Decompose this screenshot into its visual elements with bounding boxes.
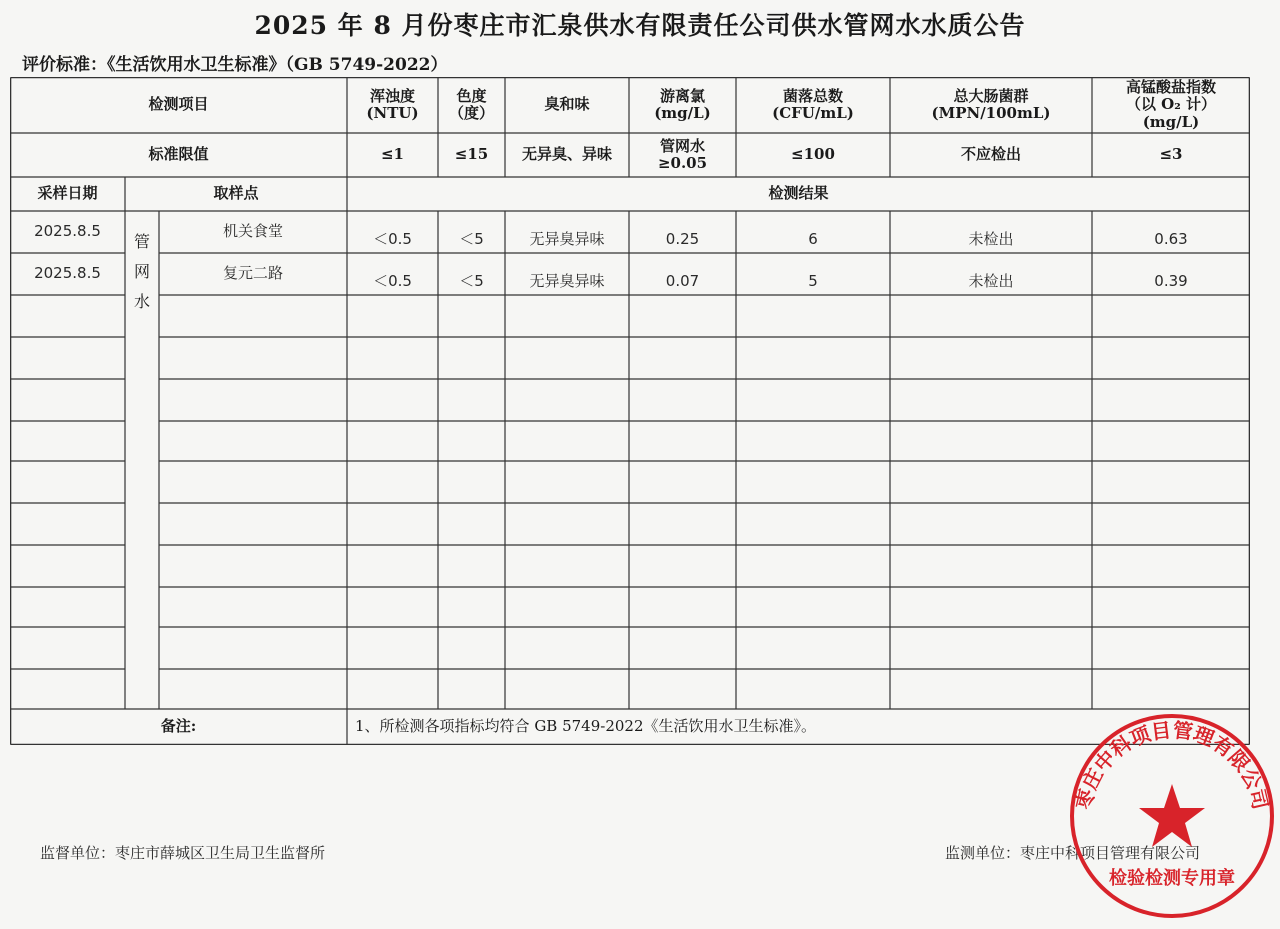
limit-odor: 无异臭、异味 [521,145,612,164]
result-odor: 无异臭异味 [529,272,605,291]
monitor-unit: 监测单位：枣庄中科项目管理有限公司 [945,844,1201,862]
header-free-chlorine [629,77,736,133]
header-turbidity-name: 浑浊度 [369,86,415,105]
result-permanganate: 0.39 [1154,272,1188,291]
header-permanganate [1092,77,1250,133]
row-date: 2025.8.5 [34,222,101,241]
header-color [438,77,505,133]
header-color-unit: （度） [448,104,494,122]
header-color-name: 色度 [456,86,487,105]
header-free-chlorine-name: 游离氯 [659,86,705,105]
header-colony-count-name: 菌落总数 [782,86,843,105]
result-colony-count: 5 [808,272,818,291]
header-test-item: 检测项目 [148,95,209,114]
result-free-chlorine: 0.25 [665,230,700,249]
evaluation-standard: 评价标准：《生活饮用水卫生标准》（GB 5749-2022） [22,55,448,75]
limit-coliform: 不应检出 [960,145,1021,164]
supervisor-unit: 监督单位：枣庄市薛城区卫生局卫生监督所 [40,844,326,862]
page-title: 2025 年 8 月份枣庄市汇泉供水有限责任公司供水管网水水质公告 [254,11,1026,40]
header-limit-label: 标准限值 [148,145,209,164]
water-type-label: 管 网 水 [133,232,150,311]
header-permanganate-name: 高锰酸盐指数 [1125,78,1216,97]
row-site: 机关食堂 [222,222,283,241]
header-free-chlorine-unit: (mg/L) [654,104,711,122]
header-colony-count [736,77,890,133]
header-odor-name: 臭和味 [544,95,590,114]
result-coliform: 未检出 [968,272,1014,291]
header-colony-count-unit: (CFU/mL) [772,104,854,122]
remark-text: 1、所检测各项指标均符合 GB 5749-2022《生活饮用水卫生标准》。 [355,717,817,736]
limit-free-chlorine: 管网水 ≥0.05 [657,136,708,172]
result-colony-count: 6 [808,230,818,249]
result-coliform: 未检出 [968,230,1014,249]
official-seal [1062,712,1280,922]
limit-turbidity: ≤1 [380,145,404,164]
header-permanganate-unit: （以 O₂ 计） (mg/L) [1125,95,1217,131]
result-free-chlorine: 0.07 [665,272,700,291]
header-coliform-name: 总大肠菌群 [953,86,1029,105]
result-turbidity: ＜0.5 [373,272,412,291]
limit-colony-count: ≤100 [791,145,835,164]
header-sample-site: 取样点 [213,184,259,203]
header-coliform [890,77,1092,133]
row-date: 2025.8.5 [34,264,101,283]
header-odor [505,77,629,133]
result-turbidity: ＜0.5 [373,230,412,249]
svg-text:检验检测专用章: 检验检测专用章 [1109,868,1235,889]
remark-label: 备注: [160,717,197,736]
limit-permanganate: ≤3 [1159,145,1183,164]
result-color: ＜5 [459,272,484,291]
svg-text:枣庄中科项目管理有限公司: 枣庄中科项目管理有限公司 [1071,717,1273,812]
header-turbidity [347,77,438,133]
header-results: 检测结果 [768,184,829,203]
limit-color: ≤15 [454,145,489,164]
header-sample-date: 采样日期 [37,184,98,203]
water-quality-table [10,77,1250,745]
result-color: ＜5 [459,230,484,249]
header-turbidity-unit: (NTU) [366,104,419,122]
result-odor: 无异臭异味 [529,230,605,249]
result-permanganate: 0.63 [1154,230,1188,249]
row-site: 复元二路 [222,264,283,283]
header-coliform-unit: (MPN/100mL) [931,104,1051,122]
